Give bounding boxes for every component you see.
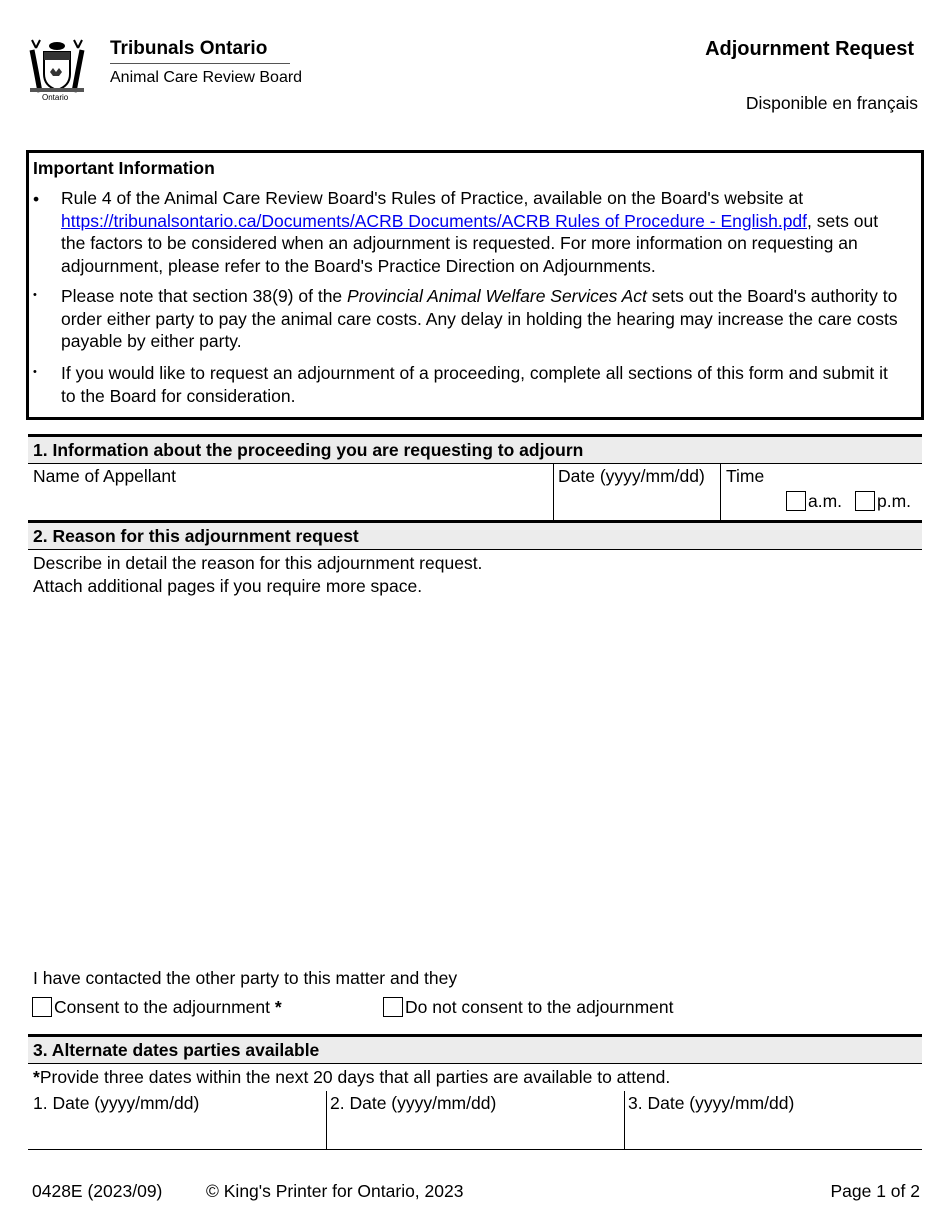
date-field[interactable]: Date (yyyy/mm/dd)	[558, 466, 705, 486]
required-asterisk: *	[274, 997, 282, 1017]
info-heading: Important Information	[33, 158, 215, 178]
required-asterisk: *	[33, 1067, 40, 1087]
section-1-header	[28, 434, 922, 464]
bullet: •	[33, 189, 40, 209]
text: sets out the Board's authority to order either party to pay the animal care costs. Any delay in holding the hearing may increase the care costs payable by either party.	[61, 286, 898, 351]
copyright: © King's Printer for Ontario, 2023	[206, 1181, 464, 1201]
important-information-box	[26, 150, 924, 420]
logo-text: Ontario	[42, 93, 69, 102]
pm-label: p.m.	[877, 491, 912, 511]
text: , sets out the factors to be considered when an adjournment is requested. For more information on requesting an adjournment, please refer to the Board's Practice Direction on Adjournments.	[61, 210, 879, 276]
no-consent-label: Do not consent to the adjournment	[405, 997, 674, 1017]
contact-statement: I have contacted the other party to this matter and they	[33, 968, 458, 988]
text: Attach additional pages if you require more space.	[33, 576, 423, 596]
am-checkbox[interactable]	[786, 491, 806, 511]
consent-option[interactable]	[32, 997, 282, 1018]
alternate-dates-row	[28, 1091, 922, 1150]
section-title: 3. Alternate dates parties available	[33, 1040, 320, 1060]
bullet: •	[33, 366, 37, 378]
page-number: Page 1 of 2	[830, 1181, 920, 1201]
section-title: 1. Information about the proceeding you are requesting to adjourn	[33, 440, 584, 460]
am-option[interactable]	[786, 491, 842, 512]
divider	[326, 1091, 327, 1149]
appellant-name-field[interactable]: Name of Appellant	[33, 466, 177, 486]
rules-link[interactable]: https://tribunalsontario.ca/Documents/ACRB Documents/ACRB Rules of Procedure - English.pdf	[61, 210, 808, 231]
no-consent-checkbox[interactable]	[383, 997, 403, 1017]
info-bullet-1	[61, 187, 901, 277]
divider	[110, 63, 290, 64]
divider	[553, 464, 554, 520]
date-1-field[interactable]: 1. Date (yyyy/mm/dd)	[33, 1093, 200, 1113]
french-version-link[interactable]: Disponible en français	[745, 93, 918, 113]
consent-checkbox[interactable]	[32, 997, 52, 1017]
reason-textarea[interactable]	[28, 600, 922, 960]
divider	[720, 464, 721, 520]
section-3-header	[28, 1034, 922, 1064]
info-bullet-2	[61, 285, 901, 353]
section-title: 2. Reason for this adjournment request	[33, 526, 359, 546]
act-name: Provincial Animal Welfare Services Act	[347, 286, 647, 306]
board-name: Animal Care Review Board	[110, 69, 303, 86]
consent-label: Consent to the adjournment	[54, 997, 275, 1017]
pm-option[interactable]	[855, 491, 911, 512]
text: Describe in detail the reason for this adjournment request.	[33, 553, 483, 573]
page-title: Adjournment Request	[705, 38, 914, 60]
proceeding-info-row	[28, 464, 922, 521]
bullet: •	[33, 289, 37, 301]
divider	[624, 1091, 625, 1149]
no-consent-option[interactable]	[383, 997, 674, 1018]
pm-checkbox[interactable]	[855, 491, 875, 511]
text: Please note that section 38(9) of the	[61, 286, 348, 306]
info-bullet-3: If you would like to request an adjournment of a proceeding, complete all sections of this form and submit it to the Board for consideration.	[61, 363, 888, 406]
dates-note	[33, 1067, 670, 1088]
time-field[interactable]: Time	[726, 466, 765, 486]
text: Provide three dates within the next 20 days that all parties are available to attend.	[39, 1067, 671, 1087]
date-2-field[interactable]: 2. Date (yyyy/mm/dd)	[330, 1093, 497, 1113]
am-label: a.m.	[808, 491, 843, 511]
reason-instructions	[33, 553, 482, 597]
form-number: 0428E (2023/09)	[32, 1181, 163, 1201]
ontario-coat-of-arms-logo	[26, 38, 88, 104]
date-3-field[interactable]: 3. Date (yyyy/mm/dd)	[628, 1093, 795, 1113]
section-2-header	[28, 520, 922, 550]
text: Rule 4 of the Animal Care Review Board's Rules of Practice, available on the Board's website at	[61, 188, 804, 208]
org-name: Tribunals Ontario	[110, 38, 268, 59]
